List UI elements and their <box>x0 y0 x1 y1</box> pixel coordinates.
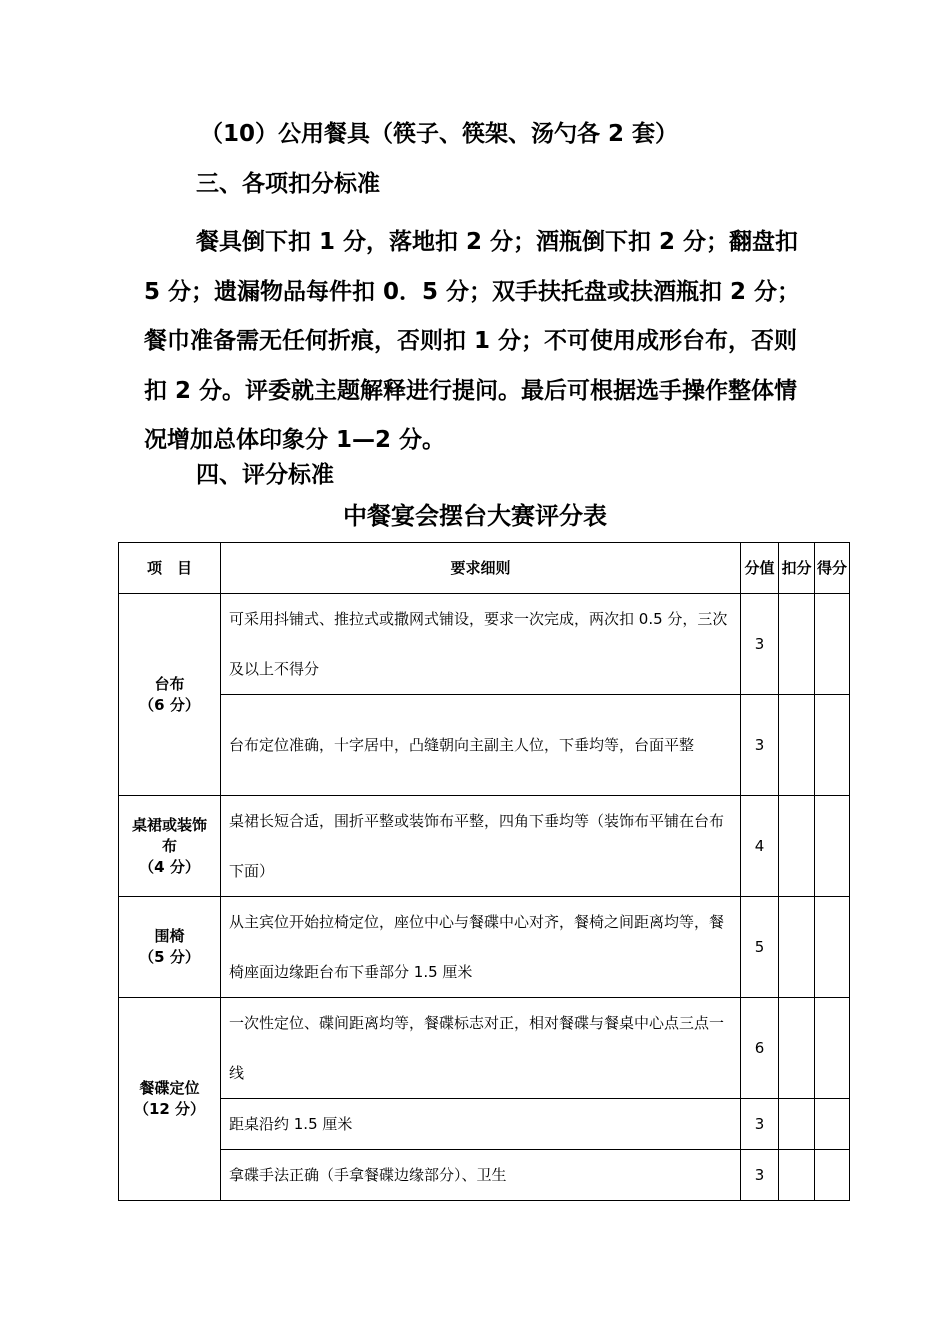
section-3-heading: 三、各项扣分标准 <box>196 171 380 197</box>
deduct-cell[interactable] <box>779 796 815 897</box>
table-row <box>119 695 850 796</box>
group-cell-plates <box>119 998 221 1201</box>
value-cell: 3 <box>741 594 779 695</box>
table-row <box>119 998 850 1099</box>
requirement-cell: 台布定位准确，十字居中，凸缝朝向主副主人位，下垂均等，台面平整 <box>221 695 741 796</box>
group-points: （4 分） <box>139 857 200 876</box>
earned-cell[interactable] <box>815 897 850 998</box>
earned-cell[interactable] <box>815 1150 850 1201</box>
header-earned: 得分 <box>815 543 850 594</box>
header-item: 项 目 <box>119 543 221 594</box>
table-header-row <box>119 543 850 594</box>
requirement-cell: 一次性定位、碟间距离均等，餐碟标志对正，相对餐碟与餐桌中心点三点一线 <box>221 998 741 1099</box>
group-name: 台布 <box>154 674 185 693</box>
table-row <box>119 594 850 695</box>
table-row <box>119 1099 850 1150</box>
group-cell-tablecloth <box>119 594 221 796</box>
scoring-table <box>118 542 850 1201</box>
group-name: 围椅 <box>154 927 185 945</box>
header-requirement: 要求细则 <box>221 543 741 594</box>
requirement-cell: 拿碟手法正确（手拿餐碟边缘部分）、卫生 <box>221 1150 741 1201</box>
requirement-cell: 可采用抖铺式、推拉式或撒网式铺设，要求一次完成，两次扣 0.5 分，三次及以上不得分 <box>221 594 741 695</box>
group-points: （5 分） <box>139 948 200 966</box>
value-cell: 3 <box>741 1099 779 1150</box>
value-cell: 6 <box>741 998 779 1099</box>
earned-cell[interactable] <box>815 796 850 897</box>
header-score-value: 分值 <box>741 543 779 594</box>
deduct-cell[interactable] <box>779 998 815 1099</box>
value-cell: 3 <box>741 1150 779 1201</box>
earned-cell[interactable] <box>815 998 850 1099</box>
value-cell: 4 <box>741 796 779 897</box>
group-cell-chairs <box>119 897 221 998</box>
deduct-cell[interactable] <box>779 695 815 796</box>
item-10-line: （10）公用餐具（筷子、筷架、汤勺各 2 套） <box>200 121 679 147</box>
deduct-cell[interactable] <box>779 897 815 998</box>
group-cell-table-skirt <box>119 796 221 897</box>
group-points: （12 分） <box>133 1100 206 1118</box>
earned-cell[interactable] <box>815 594 850 695</box>
header-deduct: 扣分 <box>779 543 815 594</box>
requirement-cell: 距桌沿约 1.5 厘米 <box>221 1099 741 1150</box>
group-points: （6 分） <box>139 695 200 714</box>
earned-cell[interactable] <box>815 695 850 796</box>
section-4-heading: 四、评分标准 <box>196 462 334 488</box>
value-cell: 5 <box>741 897 779 998</box>
deduct-cell[interactable] <box>779 1150 815 1201</box>
table-row <box>119 1150 850 1201</box>
group-name: 餐碟定位 <box>139 1079 200 1097</box>
deduct-cell[interactable] <box>779 1099 815 1150</box>
table-row <box>119 897 850 998</box>
earned-cell[interactable] <box>815 1099 850 1150</box>
requirement-cell: 从主宾位开始拉椅定位，座位中心与餐碟中心对齐，餐椅之间距离均等，餐椅座面边缘距台布下垂部分 1.5 厘米 <box>221 897 741 998</box>
group-name: 桌裙或装饰布 <box>131 815 207 855</box>
table-row <box>119 796 850 897</box>
table-title: 中餐宴会摆台大赛评分表 <box>343 502 607 530</box>
deduction-paragraph: 餐具倒下扣 1 分，落地扣 2 分；酒瓶倒下扣 2 分；翻盘扣 5 分；遗漏物品每件扣 0．5 分；双手扶托盘或扶酒瓶扣 2 分；餐巾准备需无任何折痕，否则扣 1 分；不可使用成形台布，否则扣 2 分。评委就主题解释进行提问。最后可根据选手操作整体情况增加总体印象分 1—2 分。 <box>144 229 801 453</box>
deduct-cell[interactable] <box>779 594 815 695</box>
requirement-cell: 桌裙长短合适，围折平整或装饰布平整，四角下垂均等（装饰布平铺在台布下面） <box>221 796 741 897</box>
value-cell: 3 <box>741 695 779 796</box>
